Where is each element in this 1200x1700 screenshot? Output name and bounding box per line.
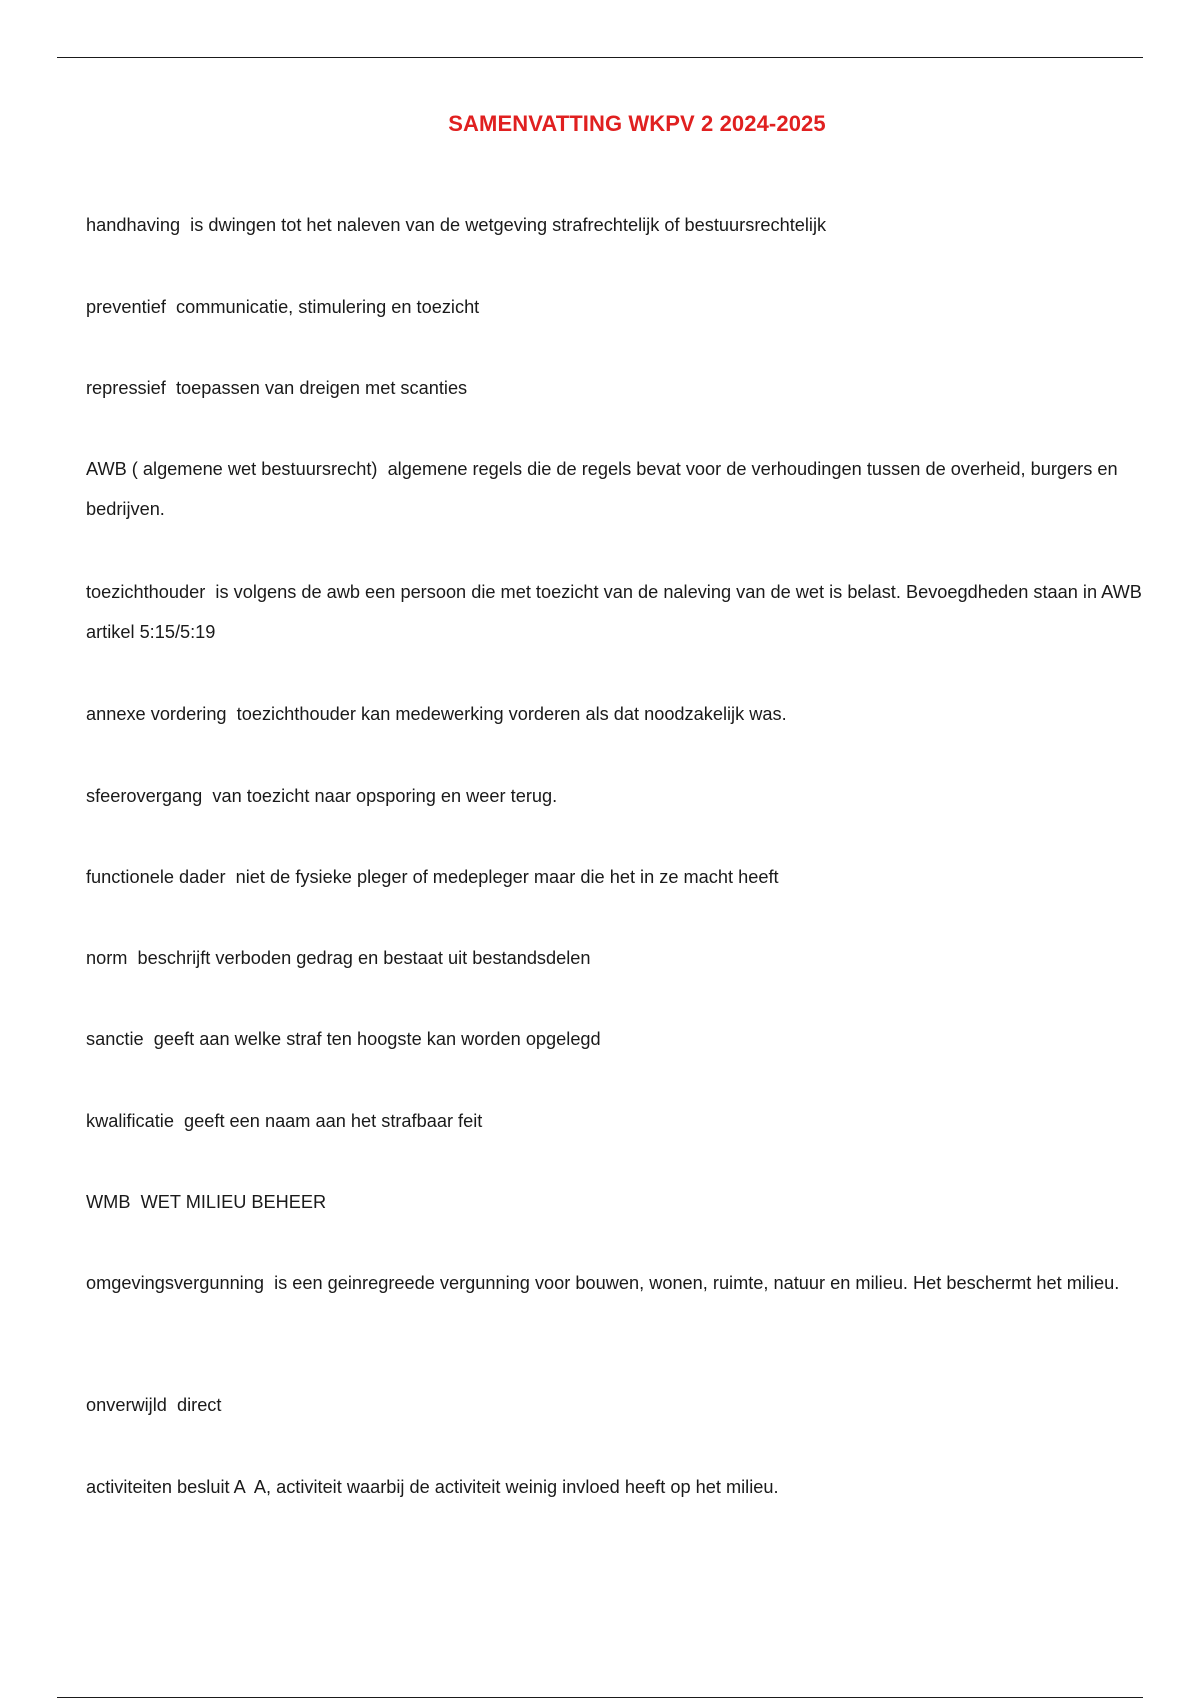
entry-definition: toepassen van dreigen met scanties [175,378,468,398]
entry-definition: niet de fysieke pleger of medepleger maar die het in ze macht heeft [235,867,779,887]
top-rule [57,57,1143,58]
entry-functionele-dader [86,857,1186,897]
entry-definition: direct [176,1395,222,1415]
entry-definition: A, activiteit waarbij de activiteit weinig invloed heeft op het milieu. [253,1477,779,1497]
entry-term: kwalificatie [86,1111,174,1131]
entry-term: annexe vordering [86,704,227,724]
entry-definition: toezichthouder kan medewerking vorderen als dat noodzakelijk was. [236,704,787,724]
entry-definition: beschrijft verboden gedrag en bestaat uit bestandsdelen [137,948,591,968]
entry-kwalificatie [86,1101,1186,1141]
entry-term: toezichthouder [86,582,206,602]
entry-definition: geeft een naam aan het strafbaar feit [184,1111,483,1131]
entry-preventief [86,287,1186,327]
entry-definition: algemene regels die de regels bevat voor de verhoudingen tussen de overheid, burgers en bedrijven. [86,459,1118,519]
document-title: SAMENVATTING WKPV 2 2024-2025 [448,111,826,136]
entry-term: onverwijld [86,1395,167,1415]
entry-term: activiteiten besluit A [86,1477,245,1497]
entry-awb [86,449,1186,529]
entry-definition: is dwingen tot het naleven van de wetgeving strafrechtelijk of bestuursrechtelijk [190,215,827,235]
entry-term: repressief [86,378,166,398]
entry-activiteiten-besluit [86,1467,1186,1507]
entry-toezichthouder [86,572,1186,652]
entry-definition: is een geinregreede vergunning voor bouwen, wonen, ruimte, natuur en milieu. Het beschermt het milieu. [274,1273,1120,1293]
entry-definition: communicatie, stimulering en toezicht [175,297,480,317]
entry-definition: van toezicht naar opsporing en weer terug. [212,786,558,806]
entry-definition: geeft aan welke straf ten hoogste kan worden opgelegd [153,1029,601,1049]
entry-norm [86,938,1186,978]
entry-omgevingsvergunning [86,1263,1186,1303]
entry-term: norm [86,948,128,968]
entry-term: WMB [86,1192,131,1212]
entry-term: handhaving [86,215,181,235]
entry-term: AWB ( algemene wet bestuursrecht) [86,459,378,479]
entry-term: omgevingsvergunning [86,1273,264,1293]
entry-term: sfeerovergang [86,786,203,806]
bottom-rule [57,1697,1143,1698]
entry-sfeerovergang [86,776,1186,816]
entry-annexe-vordering [86,694,1186,734]
entry-definition: WET MILIEU BEHEER [140,1192,327,1212]
entry-definition: is volgens de awb een persoon die met toezicht van de naleving van de wet is belast. Bevoegdheden staan in AWB artikel 5:15/5:19 [86,582,1142,642]
entry-onverwijld [86,1385,1186,1425]
entry-term: preventief [86,297,166,317]
entry-repressief [86,368,1186,408]
entry-term: sanctie [86,1029,144,1049]
entry-sanctie [86,1019,1186,1059]
entry-wmb [86,1182,1186,1222]
entry-term: functionele dader [86,867,226,887]
entry-handhaving [86,205,1186,245]
